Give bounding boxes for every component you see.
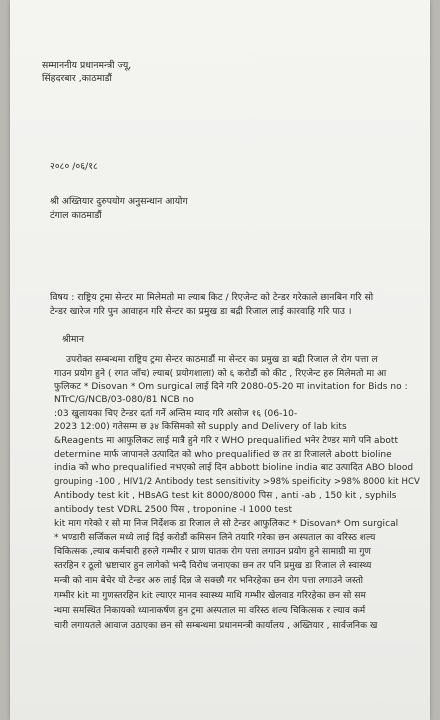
body-line: न्धमा समस्थित निकायको ध्यानाकर्षण हुन ट्रमा अस्पताल मा वरिस्ठ शल्य चिकित्सक र ल्याव कर्म (54, 606, 366, 616)
body-line: गम्भीर kit मा गुणस्तरहिन kit ल्याएर मानव स्वास्थ्य माथि गम्भीर खेलवाड गरिरहेका छन सो सम (54, 591, 366, 601)
subject-line-1: विषय : राष्ट्रिय ट्रमा सेन्टर मा मिलेमतो मा ल्याब किट / रिएजेन्ट को टेन्डर गरेकाले छानबिन गरि सो (50, 292, 374, 303)
body-line: antibody test VDRL 2500 पिस , troponine -I 1000 test (54, 505, 293, 515)
salutation: श्रीमान (62, 334, 85, 345)
body-line: NTrC/G/NCB/03-080/81 NCB no (54, 395, 194, 405)
body-line: 2023 12:00) गतेसम्म छ ३४ किसिमको सो supply and Delivery of lab kits (54, 422, 347, 432)
body-line: &Reagents मा आफुलिकट लाई मात्रै हुने गरि र WHO prequalified भनेर टेण्डर मागे पनि abott (54, 436, 399, 446)
body-line: determine मार्फ जापानले उत्पादित को who prequalified छ तर डा रिजालले abott bioline (54, 450, 392, 460)
body-line: :03 खुलायका चिए टेन्डर दर्ता गर्ने अन्तिम म्याद गरि असोज १६ (06-10- (54, 409, 298, 419)
body-line: गाउन प्रयोग हुने ( रगत जाँच) ल्याब( प्रयोगशाला) को ६ करोडौं को कीट , रिएजेन्ट हरु मिलेमतो मा आ (54, 369, 387, 379)
body-line: उपरोक्त सम्बन्धमा राष्ट्रिय ट्रमा सेन्टर काठमाडौं मा सेन्टर का प्रमुख डा बद्री रिजाल ले रोग पत्ता ल (66, 355, 378, 365)
recipient-title: सम्माननीय प्रधानमन्त्री ज्यू, (42, 60, 132, 71)
body-line: india को who prequalified नभएको लाई दिन abbott bioline india बाट उत्पादित ABO blood (54, 463, 414, 473)
body-line: grouping -100 , HIV1/2 Antibody test sensitivity >98% speificity >98% 8000 kit HCV (54, 477, 420, 487)
to-organization: श्री अख्तियार दुरुपयोग अनुसन्धान आयोग (50, 196, 188, 207)
body-line: मन्त्री को नाम बेचेर यो टेन्डर अरु लाई दिन्न जे सक्छौ गर भनिरहेका छन रोग पत्ता लगाउने जस्तो (54, 576, 364, 586)
body-line: Antibody test kit , HBsAG test kit 8000/8000 पिस , anti -ab , 150 kit , syphils (54, 491, 397, 501)
letter-page (10, 0, 430, 720)
subject-line-2: टेन्डर खारेज गरि पुन आवाहन गरि सेन्टर का प्रमुख डा बद्री रिजाल लाई कारवाहि गरि पाउ । (50, 306, 352, 317)
recipient-address: सिंहदरबार ,काठमाडौं (42, 73, 112, 84)
body-line: * भण्डारी सर्जिकल मध्ये लाई दिई करोडौं कमिसन लिने तयारि गरेका छन अस्पताल का वरिस्ठ शल्य (54, 533, 376, 543)
body-line: फुलिकट * Disovan * Om surgical लाई दिने गरि 2080-05-20 मा invitation for Bids no : (54, 382, 408, 392)
body-line: चिकित्सक ,ल्याब कर्मचारी हरुले गम्भीर र प्राण घातक रोग पत्ता लगाउन प्रयोग हुने सामाग्री मा गुण (54, 547, 371, 557)
body-line: स्तरहिन र ठूलो भ्रष्टाचार हुन लागेको भन्दै विरोध जनाएका छन तर पनि प्रमुख डा रिजाल ले स्वास्थ्य (54, 561, 372, 571)
body-line: चारी लगायतले आवाज उठाएका छन सो सम्बन्धमा प्रधानमन्त्री कार्यालय , अख्तियार , सार्वजनिक ख (54, 621, 378, 631)
to-address: टंगाल काठमाडौं (50, 210, 102, 221)
body-line: kit माग गरेको र सो मा निज निर्देशक डा रिजाल ले सो टेन्डर आफुलिकट * Disovan* Om surgical (54, 519, 399, 529)
letter-date: २०८० /०६/१८ (50, 161, 98, 172)
